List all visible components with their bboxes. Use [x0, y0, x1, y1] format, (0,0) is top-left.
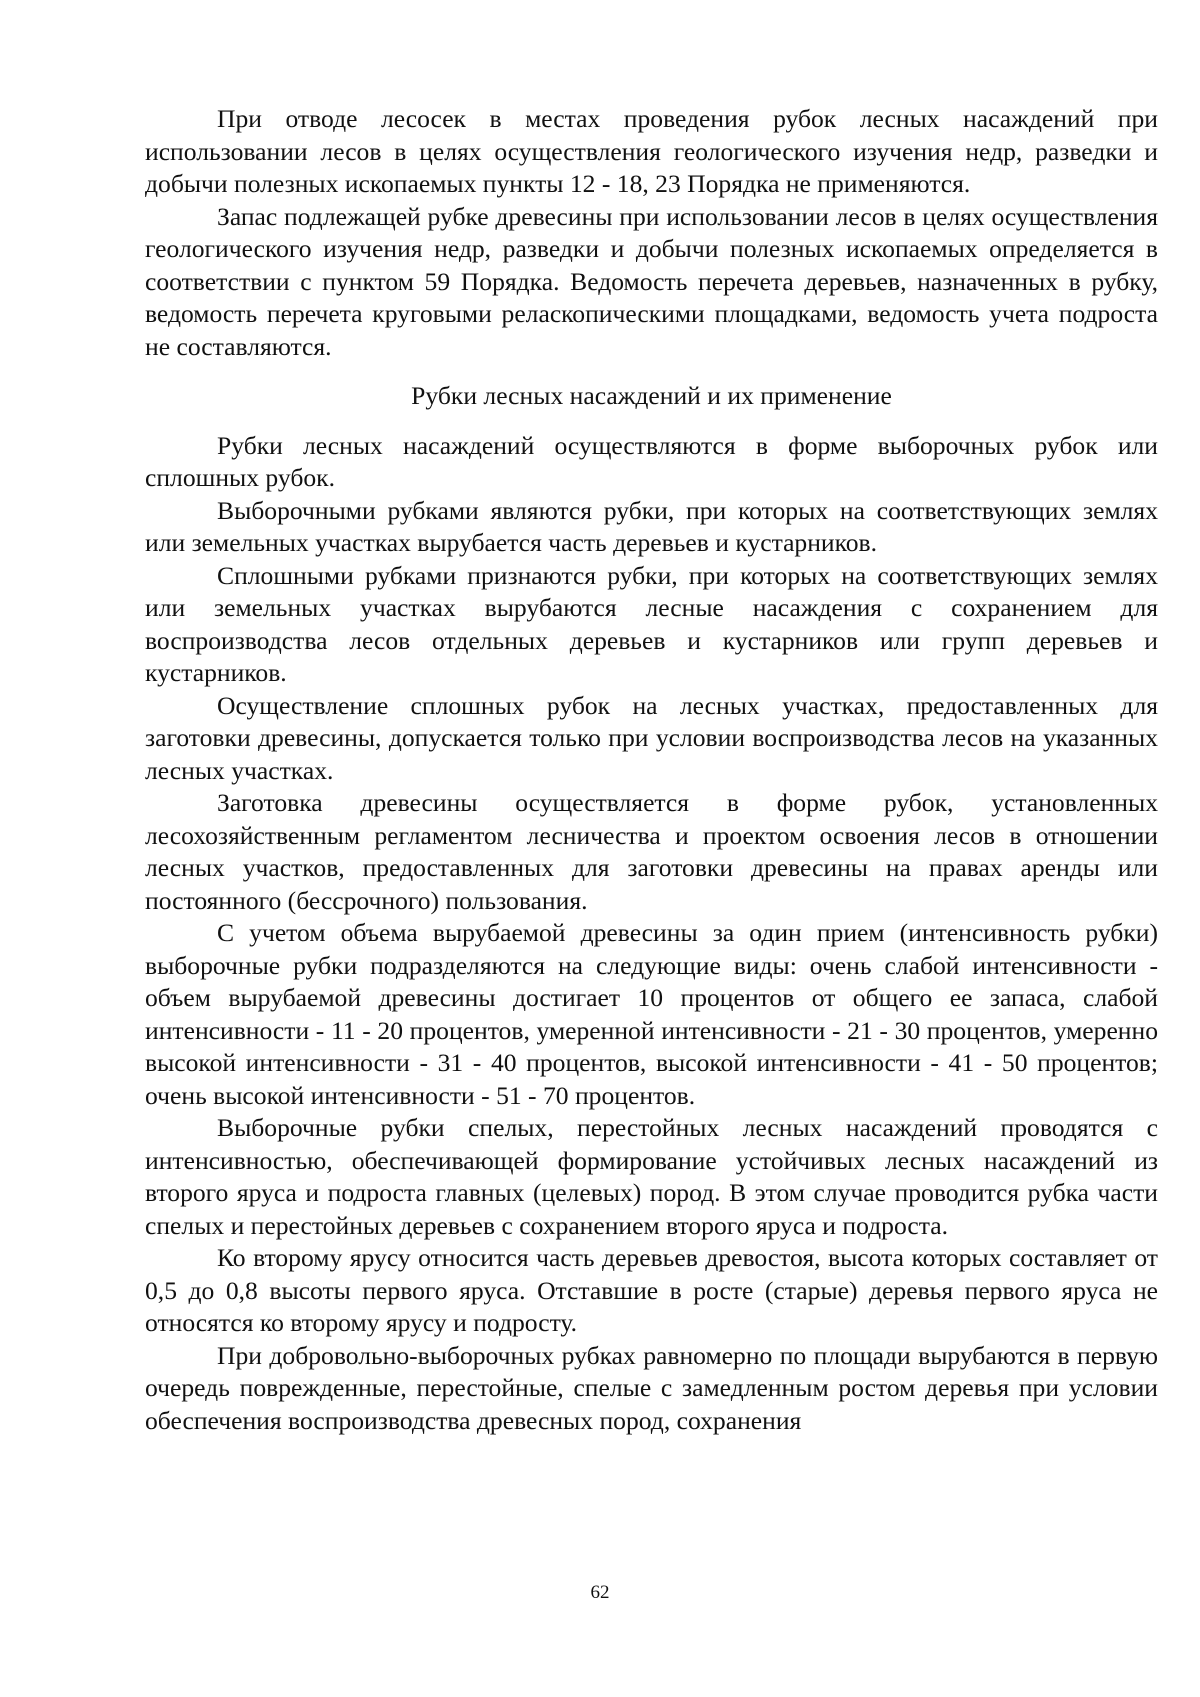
paragraph-voluntary-selective: При добровольно-выборочных рубках равномерно по площади вырубаются в первую очередь поврежденные, перестойные, спелые с замедленным ростом деревья при условии обеспечения воспроизводства древесных пород, сохранения	[145, 1340, 1158, 1435]
document-page	[145, 103, 1158, 1437]
paragraph-mature-stands: Выборочные рубки спелых, перестойных лесных насаждений проводятся с интенсивностью, обеспечивающей формирование устойчивых лесных насаждений из второго яруса и подроста главных (целевых) пород. В этом случае проводится рубка части спелых и перестойных деревьев с сохранением второго яруса и подроста.	[145, 1113, 1158, 1240]
paragraph-timber-stock: Запас подлежащей рубке древесины при использовании лесов в целях осуществления геологического изучения недр, разведки и добычи полезных ископаемых определяется в соответствии с пунктом 59 Порядка. Ведомость перечета деревьев, назначенных в рубку, ведомость перечета круговыми реласкопическими площадками, ведомость учета подроста не составляются.	[145, 201, 1158, 361]
paragraph-second-tier: Ко второму ярусу относится часть деревьев древостоя, высота которых составляет от 0,5 до 0,8 высоты первого яруса. Отставшие в росте (старые) деревья первого яруса не относятся ко второму ярусу и подросту.	[145, 1243, 1158, 1337]
page-number: 62	[590, 1582, 610, 1603]
paragraph-selective-cutting: Выборочными рубками являются рубки, при которых на соответствующих землях или земельных участках вырубается часть деревьев и кустарников.	[145, 495, 1158, 557]
paragraph-clear-cutting-conditions: Осуществление сплошных рубок на лесных участках, предоставленных для заготовки древесины, допускается только при условии воспроизводства лесов на указанных лесных участках.	[145, 690, 1158, 785]
paragraph-cutting-intensity: С учетом объема вырубаемой древесины за один прием (интенсивность рубки) выборочные рубки подразделяются на следующие виды: очень слабой интенсивности - объем вырубаемой древесины достигает 10 процентов от общего ее запаса, слабой интенсивности - 11 - 20 процентов, умеренной интенсивности - 21 - 30 процентов, умеренно высокой интенсивности - 31 - 40 процентов, высокой интенсивности - 41 - 50 процентов; очень высокой интенсивности - 51 - 70 процентов.	[145, 918, 1158, 1110]
paragraph-lesoseki-allotment: При отводе лесосек в местах проведения рубок лесных насаждений при использовании лесов в целях осуществления геологического изучения недр, разведки и добычи полезных ископаемых пункты 12 - 18, 23 Порядка не применяются.	[145, 104, 1158, 198]
section-heading: Рубки лесных насаждений и их применение	[411, 381, 892, 410]
paragraph-timber-harvesting: Заготовка древесины осуществляется в форме рубок, установленных лесохозяйственным регламентом лесничества и проектом освоения лесов в отношении лесных участков, предоставленных для заготовки древесины на правах аренды или постоянного (бессрочного) пользования.	[145, 788, 1158, 915]
paragraph-clear-cutting: Сплошными рубками признаются рубки, при которых на соответствующих землях или земельных участках вырубаются лесные насаждения с сохранением для воспроизводства лесов отдельных деревьев и кустарников или групп деревьев и кустарников.	[145, 560, 1158, 687]
paragraph-cutting-forms: Рубки лесных насаждений осуществляются в форме выборочных рубок или сплошных рубок.	[145, 430, 1158, 492]
